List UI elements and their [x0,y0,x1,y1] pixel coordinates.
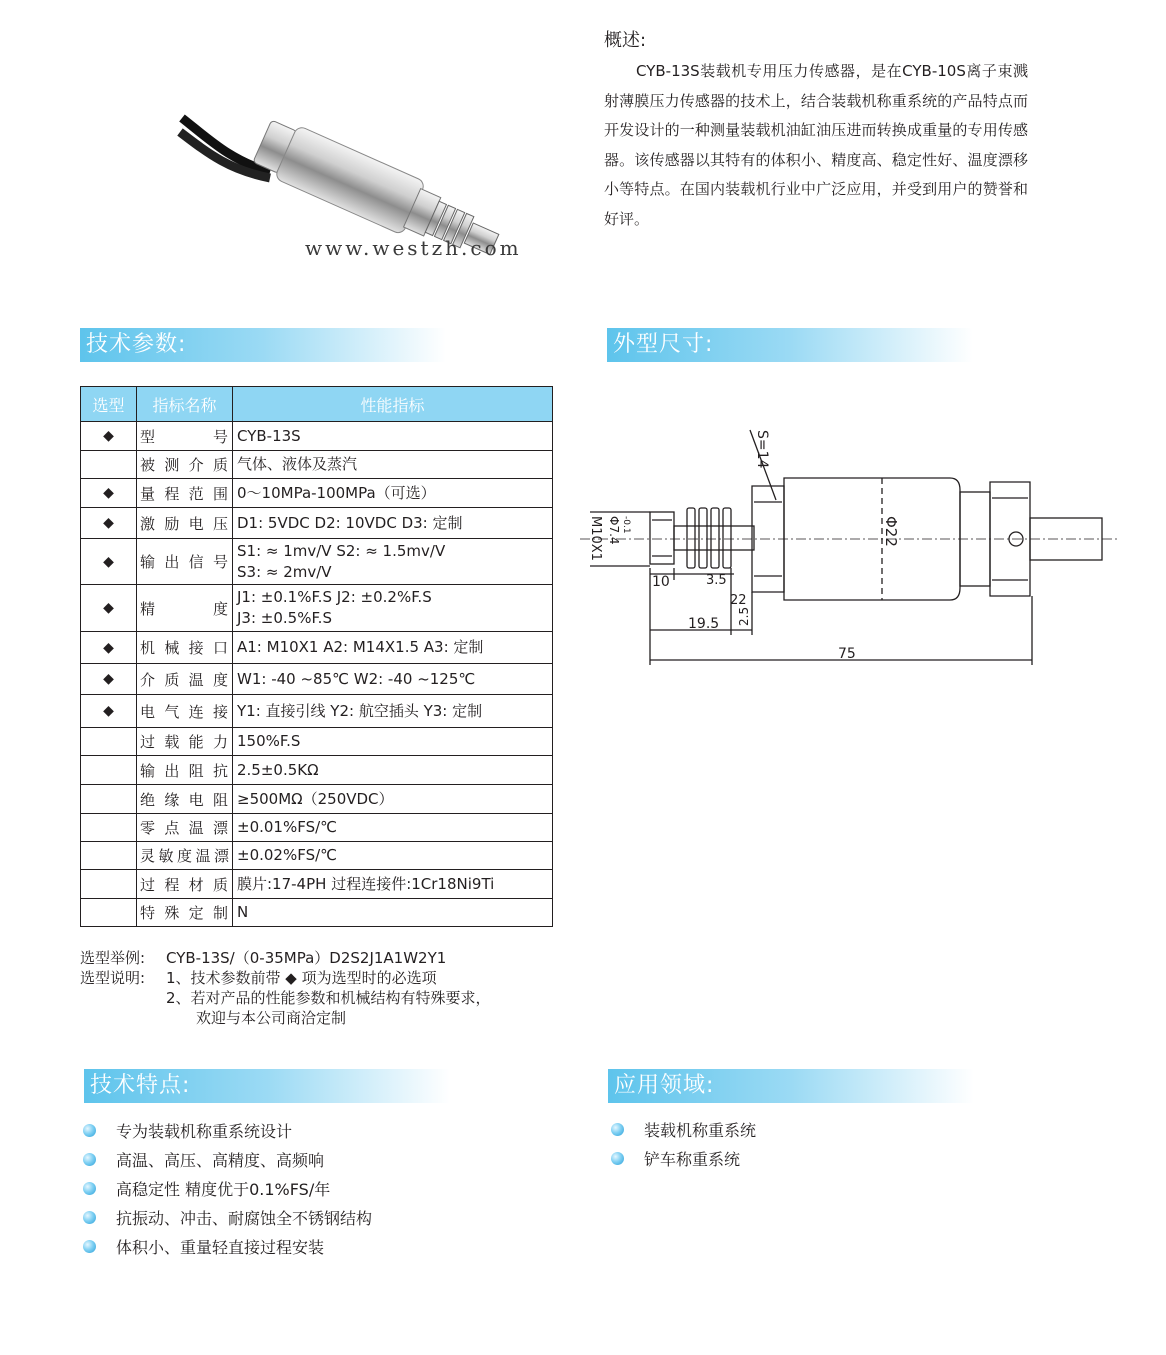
param-value [233,539,553,585]
param-name: 被测介质 [137,451,233,479]
section-header-applications: 应用领域: [608,1069,974,1103]
param-name: 机械接口 [137,632,233,664]
example-label: 选型举例: [80,949,146,967]
param-name: 电气连接 [137,695,233,728]
bullet-icon [611,1152,624,1165]
list-item [83,1145,372,1174]
header-value: 性能指标 [233,387,553,422]
list-item [611,1144,756,1173]
feature-text: 专为装载机称重系统设计 [116,1122,293,1141]
select-marker [81,814,137,842]
dim-19-5: 19.5 [688,616,720,632]
feature-text: 抗振动、冲击、耐腐蚀全不锈钢结构 [116,1209,373,1228]
overview-title: 概述: [604,30,647,51]
feature-text: 高温、高压、高精度、高频响 [116,1151,325,1170]
table-row [81,756,553,785]
list-item [611,1115,756,1144]
param-name: 介质温度 [137,664,233,695]
param-value: 气体、液体及蒸汽 [233,451,553,479]
label-tolerance: -0.1 [621,516,631,534]
table-row [81,539,553,585]
param-name: 型号 [137,422,233,451]
param-value-line1: J1: ±0.1%F.S J2: ±0.2%F.S [237,588,432,606]
select-marker: ◆ [81,539,137,585]
table-row [81,728,553,756]
param-value: D1: 5VDC D2: 10VDC D3: 定制 [233,508,553,539]
feature-text: 高稳定性 精度优于0.1%FS/年 [116,1180,331,1199]
bullet-icon [83,1240,96,1253]
param-value: ±0.02%FS/℃ [233,842,553,870]
bullet-icon [83,1182,96,1195]
param-name: 零点温漂 [137,814,233,842]
select-marker: ◆ [81,585,137,632]
param-value: W1: -40 ~85℃ W2: -40 ~125℃ [233,664,553,695]
label-phi22: Φ22 [882,516,900,547]
label-m10x1: M10X1 [588,516,603,561]
table-row [81,451,553,479]
list-item [83,1203,372,1232]
table-row [81,479,553,508]
table-row [81,899,553,927]
dim-2-5: 2.5 [737,606,751,626]
param-name: 精度 [137,585,233,632]
table-row [81,814,553,842]
table-row [81,632,553,664]
application-text: 装载机称重系统 [644,1121,757,1140]
select-marker [81,842,137,870]
section-header-dimensions: 外型尺寸: [607,328,973,362]
label-s14: S=14 [754,430,770,469]
description-line-2: 2、若对产品的性能参数和机械结构有特殊要求， [166,989,491,1007]
param-value [233,585,553,632]
select-marker: ◆ [81,422,137,451]
table-row [81,695,553,728]
param-name: 特殊定制 [137,899,233,927]
description-label: 选型说明: [80,969,146,987]
param-value: ≥500MΩ（250VDC） [233,785,553,814]
param-value: CYB-13S [233,422,553,451]
param-value-line1: S1: ≈ 1mv/V S2: ≈ 1.5mv/V [237,541,446,560]
param-value: 膜片:17-4PH 过程连接件:1Cr18Ni9Ti [233,870,553,899]
bullet-icon [83,1124,96,1137]
select-marker [81,451,137,479]
table-row [81,842,553,870]
list-item [83,1174,372,1203]
select-marker [81,870,137,899]
select-marker: ◆ [81,632,137,664]
param-value: ±0.01%FS/℃ [233,814,553,842]
description-line-3: 欢迎与本公司商洽定制 [196,1009,347,1027]
select-marker: ◆ [81,695,137,728]
table-row [81,785,553,814]
param-value: 0～10MPa-100MPa（可选） [233,479,553,508]
param-value-line2: J3: ±0.5%F.S [237,609,332,627]
section-header-params: 技术参数: [80,328,446,362]
select-marker: ◆ [81,479,137,508]
select-marker [81,756,137,785]
select-marker [81,728,137,756]
dimension-drawing [580,420,1120,680]
param-value: A1: M10X1 A2: M14X1.5 A3: 定制 [233,632,553,664]
param-value: N [233,899,553,927]
table-row [81,508,553,539]
param-name: 灵敏度温漂 [137,842,233,870]
example-text: CYB-13S/（0-35MPa）D2S2J1A1W2Y1 [166,949,447,967]
description-line-1: 1、技术参数前带 ◆ 项为选型时的必选项 [166,969,437,987]
param-value-line2: S3: ≈ 2mv/V [237,562,332,581]
table-row [81,585,553,632]
dim-3-5: 3.5 [706,573,727,588]
table-header-row [81,387,553,422]
table-row [81,870,553,899]
param-name: 过载能力 [137,728,233,756]
list-item [83,1116,372,1145]
param-name: 量程范围 [137,479,233,508]
param-name: 激励电压 [137,508,233,539]
dim-75: 75 [838,646,856,662]
section-header-features: 技术特点: [84,1069,450,1103]
feature-list [83,1116,372,1261]
param-name: 绝缘电阻 [137,785,233,814]
param-value: 2.5±0.5KΩ [233,756,553,785]
application-list [611,1115,756,1173]
table-row [81,422,553,451]
select-marker: ◆ [81,664,137,695]
bullet-icon [83,1211,96,1224]
dim-22-small: 22 [730,593,747,608]
param-name: 输出信号 [137,539,233,585]
dim-10: 10 [652,574,670,590]
spec-table [80,386,553,927]
selection-notes [80,948,491,1028]
select-marker [81,899,137,927]
param-value: 150%F.S [233,728,553,756]
watermark-text: www.westzh.com [305,236,522,260]
bullet-icon [611,1123,624,1136]
feature-text: 体积小、重量轻直接过程安装 [116,1238,325,1257]
header-select: 选型 [81,387,137,422]
bullet-icon [83,1153,96,1166]
param-value: Y1: 直接引线 Y2: 航空插头 Y3: 定制 [233,695,553,728]
select-marker: ◆ [81,508,137,539]
param-name: 输出阻抗 [137,756,233,785]
overview-text: CYB-13S装载机专用压力传感器，是在CYB-10S离子束溅射薄膜压力传感器的技术上，结合装载机称重系统的产品特点而开发设计的一种测量装载机油缸油压进而转换成重量的专用传感器。该传感器以其特有的体积小、精度高、稳定性好、温度漂移小等特点。在国内装载机行业中广泛应用，并受到用户的赞誉和好评。 [604,62,1028,228]
table-row [81,664,553,695]
header-name: 指标名称 [137,387,233,422]
param-name: 过程材质 [137,870,233,899]
list-item [83,1232,372,1261]
application-text: 铲车称重系统 [644,1150,741,1169]
label-phi7-4: Φ7.4 [607,516,621,545]
select-marker [81,785,137,814]
